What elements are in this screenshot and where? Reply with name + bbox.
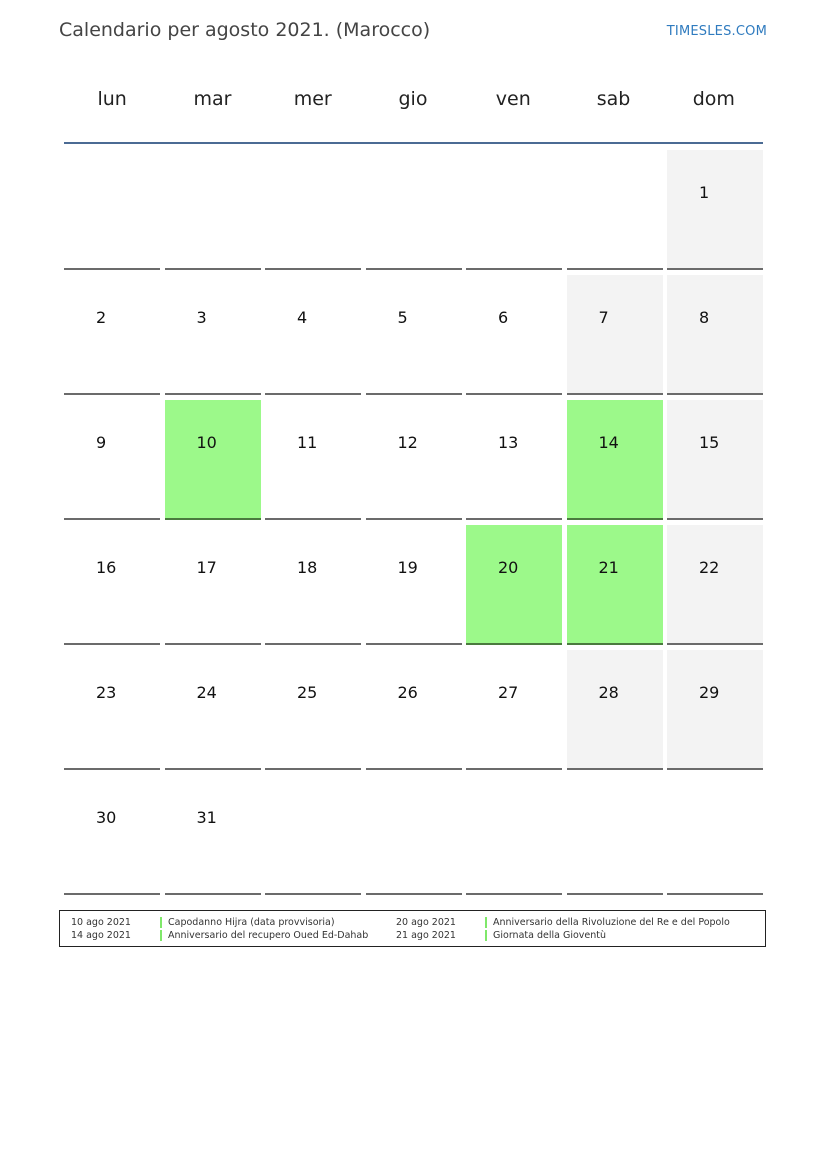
day-cell[interactable]: [265, 275, 361, 395]
day-number: 5: [397, 308, 408, 327]
empty-day-cell: [567, 150, 663, 270]
weekday-label: lun: [97, 88, 127, 110]
weekday-label: sab: [596, 88, 631, 110]
day-cell[interactable]: [165, 650, 261, 770]
empty-day-cell: [567, 775, 663, 895]
legend-date: 21 ago 2021: [396, 930, 456, 941]
day-cell[interactable]: [667, 650, 763, 770]
day-number: 28: [598, 683, 619, 702]
weekday-label: ven: [495, 88, 531, 110]
legend-date: 14 ago 2021: [71, 930, 131, 941]
day-number: 11: [297, 433, 318, 452]
weekday-header: [62, 88, 764, 122]
holiday-day-cell[interactable]: [567, 400, 663, 520]
holiday-day-cell[interactable]: [567, 525, 663, 645]
holiday-color-swatch: [160, 917, 162, 928]
day-number: 8: [699, 308, 710, 327]
brand-link[interactable]: TIMESLES.COM: [666, 24, 767, 39]
day-cell[interactable]: [165, 775, 261, 895]
day-cell[interactable]: [64, 650, 160, 770]
day-number: 18: [297, 558, 318, 577]
day-number: 30: [96, 808, 117, 827]
day-number: 9: [96, 433, 107, 452]
day-cell[interactable]: [567, 275, 663, 395]
day-number: 29: [699, 683, 720, 702]
legend-date: 20 ago 2021: [396, 917, 456, 928]
day-cell[interactable]: [265, 650, 361, 770]
day-cell[interactable]: [667, 275, 763, 395]
day-number: 10: [196, 433, 217, 452]
day-cell[interactable]: [265, 400, 361, 520]
day-cell[interactable]: [366, 650, 462, 770]
weekday-label: mer: [293, 88, 332, 110]
empty-day-cell: [366, 775, 462, 895]
legend-name: Giornata della Gioventù: [493, 930, 607, 941]
empty-day-cell: [667, 775, 763, 895]
day-number: 3: [196, 308, 207, 327]
day-number: 16: [96, 558, 117, 577]
page-title: Calendario per agosto 2021. (Marocco): [59, 19, 431, 41]
day-cell[interactable]: [466, 275, 562, 395]
legend-name: Capodanno Hijra (data provvisoria): [168, 917, 335, 928]
day-number: 15: [699, 433, 720, 452]
day-cell[interactable]: [667, 400, 763, 520]
day-number: 23: [96, 683, 117, 702]
day-number: 19: [397, 558, 418, 577]
day-number: 1: [699, 183, 710, 202]
holiday-color-swatch: [485, 930, 487, 941]
day-cell[interactable]: [265, 525, 361, 645]
holiday-color-swatch: [485, 917, 487, 928]
day-number: 21: [598, 558, 619, 577]
day-cell[interactable]: [366, 525, 462, 645]
day-cell[interactable]: [64, 775, 160, 895]
day-number: 7: [598, 308, 609, 327]
holiday-day-cell[interactable]: [466, 525, 562, 645]
calendar-grid: [64, 150, 764, 895]
day-number: 24: [196, 683, 217, 702]
day-number: 12: [397, 433, 418, 452]
weekday-label: gio: [398, 88, 428, 110]
empty-day-cell: [265, 775, 361, 895]
legend-date: 10 ago 2021: [71, 917, 131, 928]
day-cell[interactable]: [165, 525, 261, 645]
day-number: 27: [498, 683, 519, 702]
day-number: 20: [498, 558, 519, 577]
day-cell[interactable]: [64, 275, 160, 395]
legend-name: Anniversario del recupero Oued Ed-Dahab: [168, 930, 369, 941]
holiday-day-cell[interactable]: [165, 400, 261, 520]
day-cell[interactable]: [667, 525, 763, 645]
day-number: 2: [96, 308, 107, 327]
day-cell[interactable]: [64, 525, 160, 645]
empty-day-cell: [64, 150, 160, 270]
holiday-color-swatch: [160, 930, 162, 941]
weekday-label: dom: [692, 88, 735, 110]
day-cell[interactable]: [567, 650, 663, 770]
empty-day-cell: [466, 775, 562, 895]
day-number: 13: [498, 433, 519, 452]
day-number: 26: [397, 683, 418, 702]
day-cell[interactable]: [667, 150, 763, 270]
day-cell[interactable]: [64, 400, 160, 520]
day-cell[interactable]: [466, 400, 562, 520]
empty-day-cell: [466, 150, 562, 270]
empty-day-cell: [366, 150, 462, 270]
day-number: 6: [498, 308, 509, 327]
empty-day-cell: [265, 150, 361, 270]
legend-name: Anniversario della Rivoluzione del Re e del Popolo: [493, 917, 730, 928]
day-number: 17: [196, 558, 217, 577]
day-number: 25: [297, 683, 318, 702]
day-number: 14: [598, 433, 619, 452]
holiday-legend: [59, 910, 766, 947]
day-cell[interactable]: [466, 650, 562, 770]
empty-day-cell: [165, 150, 261, 270]
day-cell[interactable]: [366, 400, 462, 520]
header-divider: [64, 142, 763, 144]
weekday-label: mar: [193, 88, 232, 110]
day-number: 22: [699, 558, 720, 577]
day-number: 31: [196, 808, 217, 827]
day-cell[interactable]: [366, 275, 462, 395]
day-cell[interactable]: [165, 275, 261, 395]
day-number: 4: [297, 308, 308, 327]
